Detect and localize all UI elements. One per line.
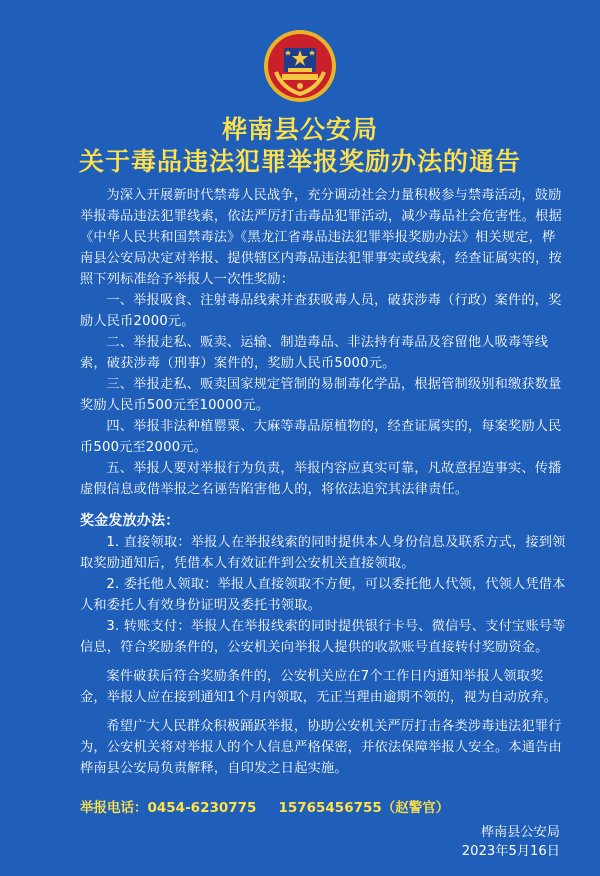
intro-paragraph: 为深入开展新时代禁毒人民战争，充分调动社会力量积极参与禁毒活动，鼓励举报毒品违法犯罪线索，依法严厉打击毒品犯罪活动，减少毒品社会危害性。根据《中华人民共和国禁毒法》《黑龙江省毒品违法犯罪举报奖励办法》相关规定，桦南县公安局决定对举报、提供辖区内毒品违法犯罪事实或线索，经查证属实的，按照下列标准给予举报人一次性奖励： (80, 188, 562, 287)
signature-org: 桦南县公安局 (480, 825, 560, 840)
payout-deadline: 案件破获后符合奖励条件的，公安机关应在7个工作日内通知举报人领取奖金，举报人应在接到通知1个月内领取，无正当理由逾期不领的，视为自动放弃。 (80, 669, 558, 705)
page-subtitle: 关于毒品违法犯罪举报奖励办法的通告 (78, 147, 521, 176)
police-emblem-icon (262, 28, 338, 104)
notice-body (80, 185, 568, 779)
hotline-mobile: 15765456755（赵警官） (278, 800, 450, 816)
payout-heading: 奖金发放办法： (80, 513, 180, 529)
reward-item-4: 四、举报非法种植罂粟、大麻等毒品原植物的，经查证属实的，每案奖励人民币500元至2000元。 (80, 419, 562, 455)
payout-method-3: 3. 转账支付：举报人在举报线索的同时提供银行卡号、微信号、支付宝账号等信息，符合奖励条件的，公安机关向举报人提供的收款账号直接转付奖励资金。 (80, 619, 566, 655)
hotline-phone: 举报电话：0454-6230775 (80, 800, 257, 816)
reward-item-1: 一、举报吸食、注射毒品线索并查获吸毒人员，破获涉毒（行政）案件的，奖励人民币2000元。 (80, 293, 562, 329)
closing-paragraph: 希望广大人民群众积极踊跃举报，协助公安机关严厉打击各类涉毒违法犯罪行为，公安机关将对举报人的个人信息严格保密，并依法保障举报人安全。本通告由桦南县公安局负责解释，自印发之日起实施。 (80, 719, 562, 776)
hotline (80, 796, 449, 816)
page-title: 桦南县公安局 (221, 115, 378, 144)
signature-date: 2023年5月16日 (461, 844, 560, 859)
reward-item-2: 二、举报走私、贩卖、运输、制造毒品、非法持有毒品及容留他人吸毒等线索，破获涉毒（刑事）案件的，奖励人民币5000元。 (80, 335, 549, 371)
payout-method-1: 1. 直接领取：举报人在举报线索的同时提供本人身份信息及联系方式，接到领取奖励通知后，凭借本人有效证件到公安机关直接领取。 (80, 535, 566, 571)
payout-method-2: 2. 委托他人领取：举报人直接领取不方便，可以委托他人代领，代领人凭借本人和委托人有效身份证明及委托书领取。 (80, 577, 566, 613)
reward-item-3: 三、举报走私、贩卖国家规定管制的易制毒化学品，根据管制级别和缴获数量奖励人民币500元至10000元。 (80, 377, 562, 413)
reward-item-5: 五、举报人要对举报行为负责，举报内容应真实可靠，凡故意捏造事实、传播虚假信息或借举报之名诬告陷害他人的，将依法追究其法律责任。 (80, 461, 562, 497)
